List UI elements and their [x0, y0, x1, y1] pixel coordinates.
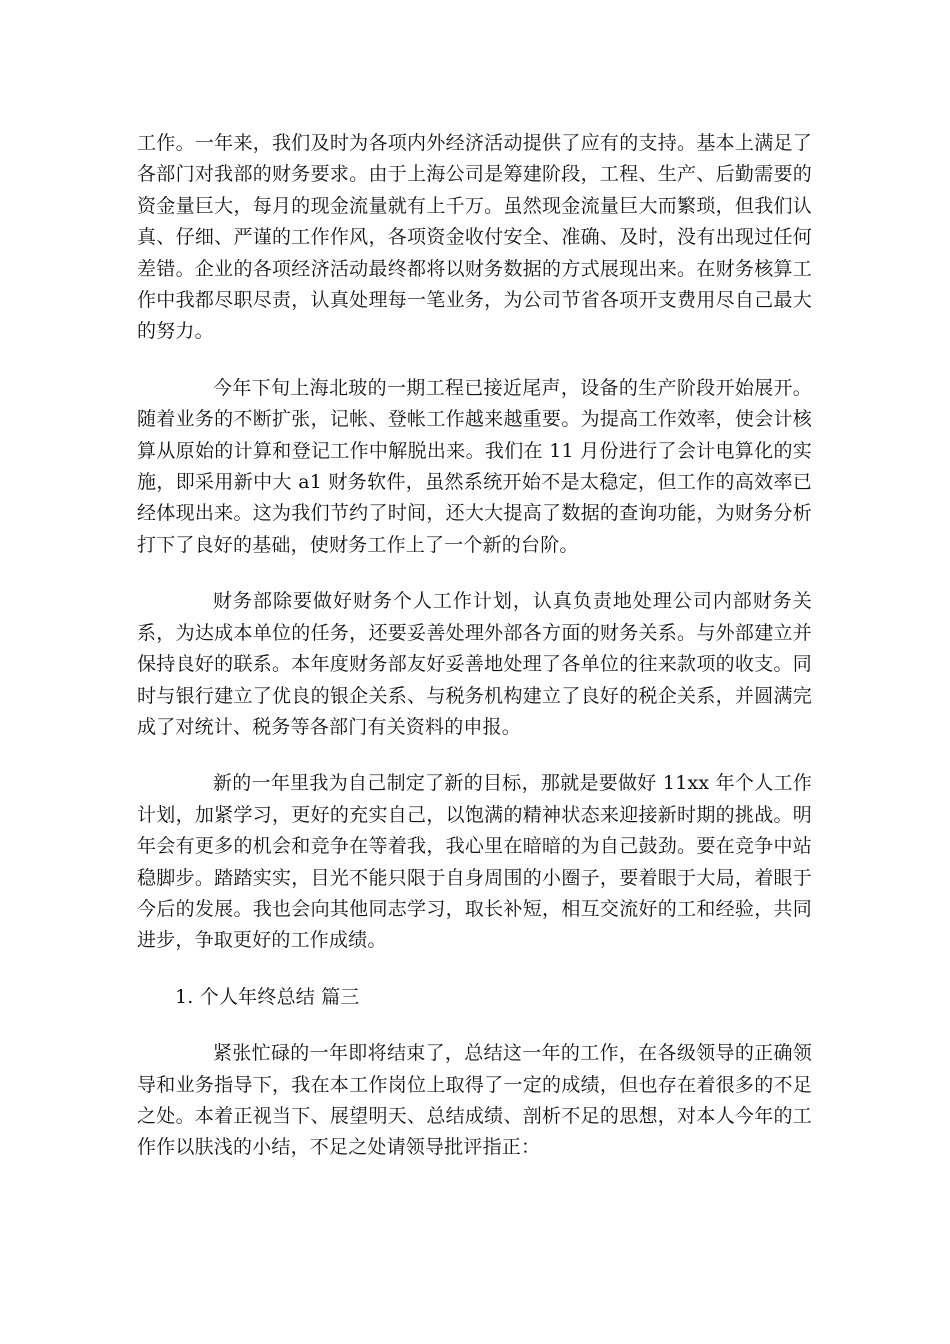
paragraph-5: 紧张忙碌的一年即将结束了，总结这一年的工作，在各级领导的正确领导和业务指导下，我在本工作岗位上取得了一定的成绩，但也存在着很多的不足之处。本着正视当下、展望明天、总结成绩、剖析不足的思想，对本人今年的工作作以肤浅的小结，不足之处请领导批评指正： [137, 1042, 812, 1159]
paragraph-1: 工作。一年来，我们及时为各项内外经济活动提供了应有的支持。基本上满足了各部门对我部的财务要求。由于上海公司是筹建阶段，工程、生产、后勤需要的资金量巨大，每月的现金流量就有上千万。虽然现金流量巨大而繁琐，但我们认真、仔细、严谨的工作作风，各项资金收付安全、准确、及时，没有出现过任何差错。企业的各项经济活动最终都将以财务数据的方式展现出来。在财务核算工作中我都尽职尽责，认真处理每一笔业务，为公司节省各项开支费用尽自己最大的努力。 [137, 132, 812, 343]
document-body [137, 128, 812, 1189]
section-heading: 1. 个人年终总结 篇三 [175, 985, 360, 1008]
paragraph-3: 财务部除要做好财务个人工作计划，认真负责地处理公司内部财务关系，为达成本单位的任务，还要妥善处理外部各方面的财务关系。与外部建立并保持良好的联系。本年度财务部友好妥善地处理了各单位的往来款项的收支。同时与银行建立了优良的银企关系、与税务机构建立了良好的税企关系，并圆满完成了对统计、税务等各部门有关资料的申报。 [137, 590, 812, 738]
paragraph-4: 新的一年里我为自己制定了新的目标，那就是要做好 11xx 年个人工作计划，加紧学习，更好的充实自己，以饱满的精神状态来迎接新时期的挑战。明年会有更多的机会和竞争在等着我，我心里在暗暗的为自己鼓劲。要在竞争中站稳脚步。踏踏实实，目光不能只限于自身周围的小圈子，要着眼于大局，着眼于今后的发展。我也会向其他同志学习，取长补短，相互交流好的工和经验，共同进步，争取更好的工作成绩。 [137, 772, 812, 952]
paragraph-2: 今年下旬上海北玻的一期工程已接近尾声，设备的生产阶段开始展开。随着业务的不断扩张，记帐、登帐工作越来越重要。为提高工作效率，使会计核算从原始的计算和登记工作中解脱出来。我们在 11 月份进行了会计电算化的实施，即采用新中大 a1 财务软件，虽然系统开始不是太稳定，但工作的高效率已经体现出来。这为我们节约了时间，还大大提高了数据的查询功能，为财务分析打下了良好的基础，使财务工作上了一个新的台阶。 [137, 376, 812, 556]
